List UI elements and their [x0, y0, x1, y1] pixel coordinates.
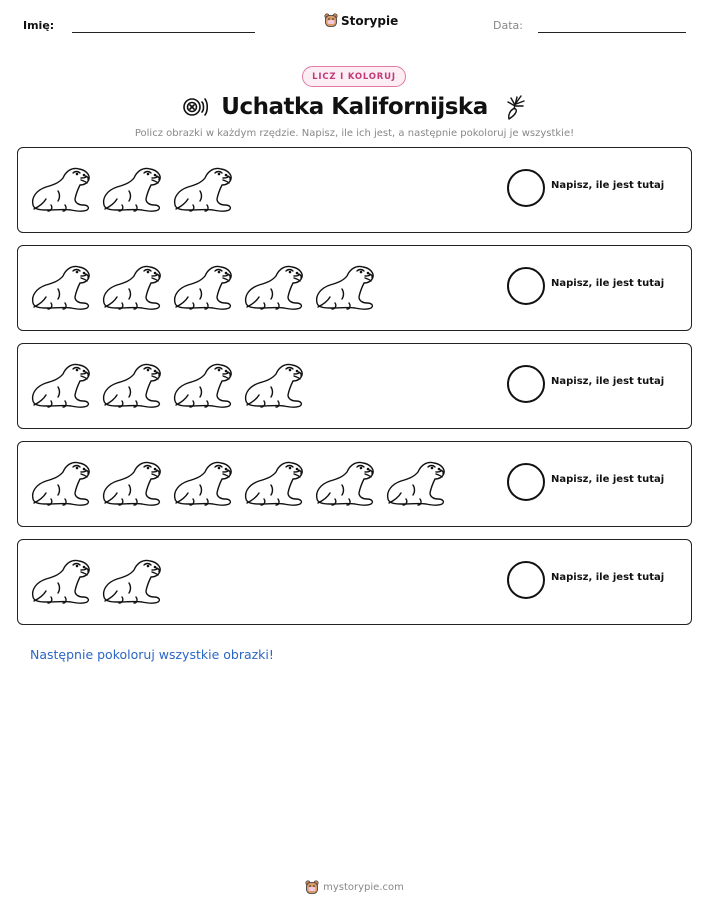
answer-label: Napisz, ile jest tutaj	[551, 180, 665, 191]
sea-lion-icon[interactable]	[313, 455, 377, 509]
sea-lion-icon[interactable]	[29, 161, 93, 215]
count-row	[17, 343, 692, 429]
name-label: Imię:	[23, 19, 55, 32]
sea-lion-icon[interactable]	[29, 553, 93, 607]
answer-circle[interactable]	[507, 561, 545, 599]
name-field[interactable]	[72, 32, 255, 33]
coloring-instruction: Następnie pokoloruj wszystkie obrazki!	[30, 647, 274, 662]
sea-lion-icon[interactable]	[29, 357, 93, 411]
sea-lion-icon[interactable]	[171, 455, 235, 509]
sea-lion-icon[interactable]	[171, 259, 235, 313]
sea-lion-icon[interactable]	[100, 161, 164, 215]
logo-text: Storypie	[341, 13, 399, 28]
answer-circle[interactable]	[507, 169, 545, 207]
sea-lion-icon[interactable]	[29, 259, 93, 313]
sea-lion-icon[interactable]	[313, 259, 377, 313]
storypie-bear-icon	[324, 13, 338, 28]
storypie-logo	[324, 13, 398, 28]
count-row	[17, 539, 692, 625]
answer-circle[interactable]	[507, 267, 545, 305]
storypie-bear-icon	[305, 880, 319, 895]
count-row	[17, 147, 692, 233]
sea-lion-icon[interactable]	[100, 357, 164, 411]
page-title: Uchatka Kalifornijska	[221, 94, 488, 120]
count-row	[17, 245, 692, 331]
answer-circle[interactable]	[507, 365, 545, 403]
title-row	[0, 91, 709, 123]
sea-lion-icon[interactable]	[100, 259, 164, 313]
answer-label: Napisz, ile jest tutaj	[551, 376, 665, 387]
sea-lion-icon[interactable]	[242, 455, 306, 509]
sea-lion-icon[interactable]	[100, 553, 164, 607]
sea-lion-icon[interactable]	[171, 357, 235, 411]
sea-lion-icon[interactable]	[242, 259, 306, 313]
instructions: Policz obrazki w każdym rzędzie. Napisz, ile ich jest, a następnie pokoloruj je wszystkie!	[134, 128, 575, 139]
answer-label: Napisz, ile jest tutaj	[551, 474, 665, 485]
activity-badge: LICZ I KOLORUJ	[302, 66, 406, 87]
sea-lion-icon[interactable]	[100, 455, 164, 509]
date-label: Data:	[493, 19, 523, 32]
answer-label: Napisz, ile jest tutaj	[551, 278, 665, 289]
sea-lion-icon[interactable]	[171, 161, 235, 215]
fan-coral-icon	[500, 93, 528, 121]
count-row	[17, 441, 692, 527]
answer-label: Napisz, ile jest tutaj	[551, 572, 665, 583]
sea-lion-icon[interactable]	[29, 455, 93, 509]
sea-lion-icon[interactable]	[384, 455, 448, 509]
date-field[interactable]	[538, 32, 686, 33]
sea-lion-icon[interactable]	[242, 357, 306, 411]
footer-brand	[0, 880, 709, 895]
footer-url: mystorypie.com	[323, 882, 404, 893]
answer-circle[interactable]	[507, 463, 545, 501]
horn-icon	[181, 93, 209, 121]
